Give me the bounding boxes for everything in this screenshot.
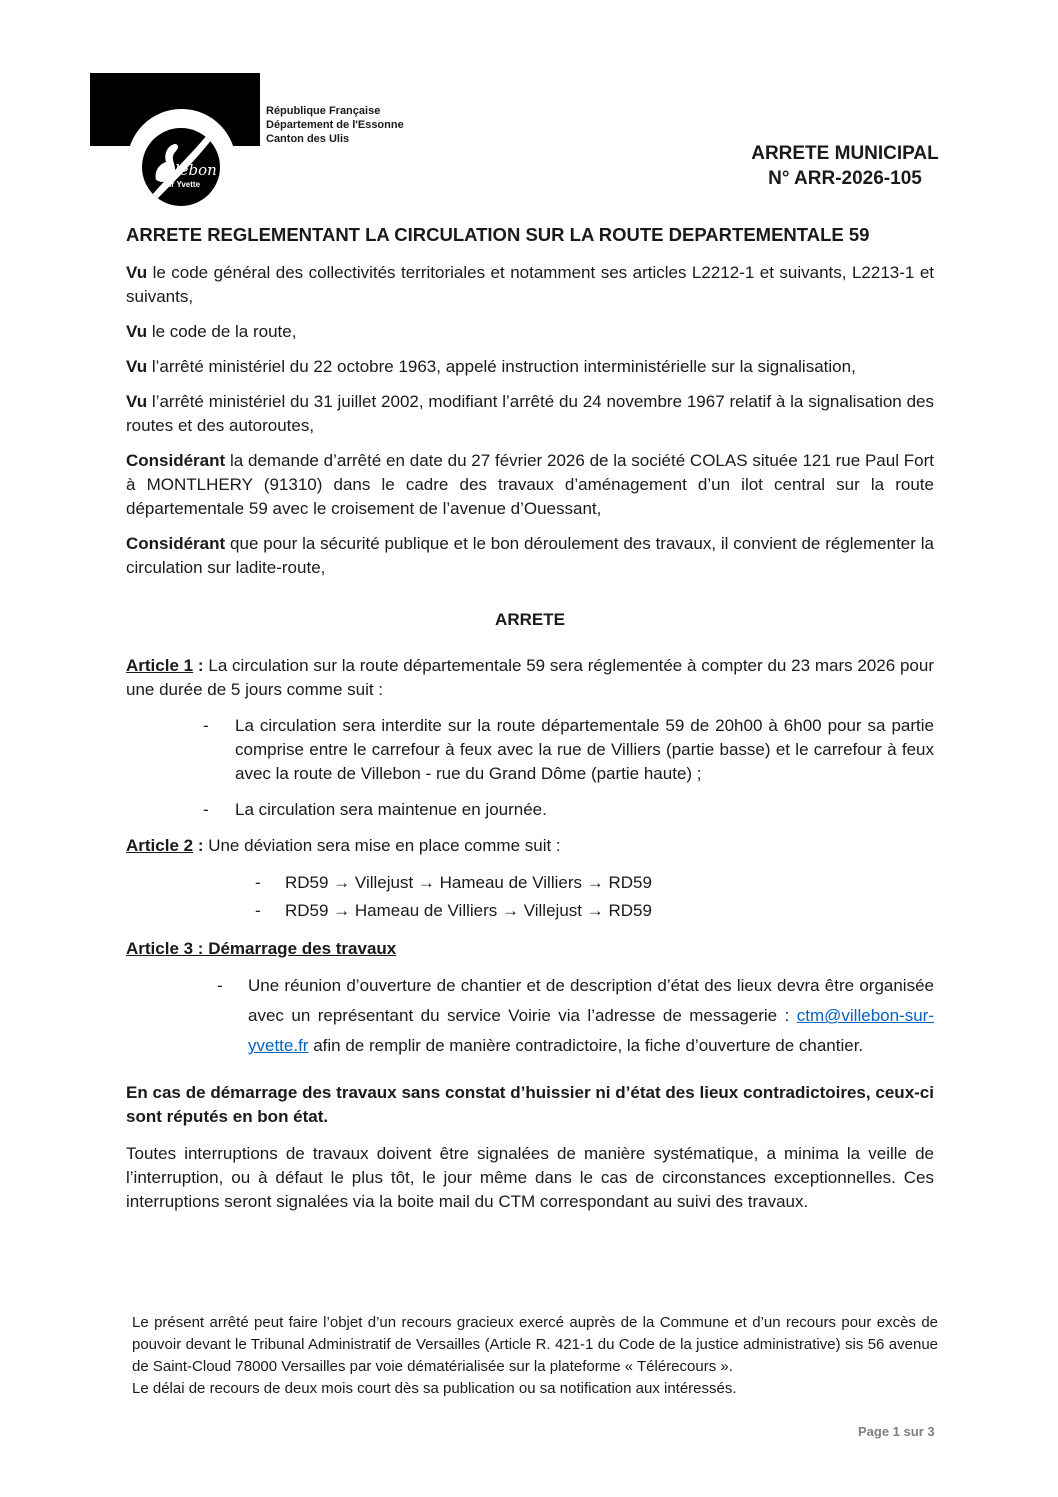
region-line-republique: République Française bbox=[266, 105, 381, 117]
bullet-dash: - bbox=[255, 901, 261, 920]
bullet-item bbox=[203, 714, 934, 786]
meeting-text-before: Une réunion d’ouverture de chantier et de description d’état des lieux devra être organisée avec un représentant du service Voirie via l’adresse de messagerie : bbox=[248, 976, 934, 1025]
bullet-text: La circulation sera interdite sur la route départementale 59 de 20h00 à 6h00 pour sa partie comprise entre le carrefour à feux avec la rue de Villiers (partie basse) et le carrefour à feux avec la route de Villebon - rue du Grand Dôme (partie haute) ; bbox=[235, 716, 934, 783]
article-1-separator: : bbox=[193, 656, 209, 675]
recital-paragraph-5 bbox=[126, 449, 934, 521]
meeting-text-after: afin de remplir de manière contradictoire, la fiche d’ouverture de chantier. bbox=[308, 1036, 864, 1055]
article-1-paragraph bbox=[126, 654, 934, 702]
interruptions-paragraph: Toutes interruptions de travaux doivent être signalées de manière systématique, a minima la veille de l’interruption, ou à défaut le plus tôt, le jour même dans le cas de circonstances exceptionnelles. Ces interruptions seront signalées via la boite mail du CTM correspondant au suivi des travaux. bbox=[126, 1144, 934, 1211]
recital-lead: Vu bbox=[126, 357, 148, 376]
route-text: RD59 → Villejust → Hameau de Villiers → RD59 bbox=[285, 873, 652, 892]
bullet-dash: - bbox=[203, 800, 209, 819]
article-1-bullet-list bbox=[203, 714, 934, 822]
footer-legal-notice bbox=[132, 1312, 938, 1400]
recital-text: que pour la sécurité publique et le bon déroulement des travaux, il convient de réglementer la circulation sur ladite-route, bbox=[126, 534, 934, 577]
region-line-departement: Département de l'Essonne bbox=[266, 119, 404, 131]
document-identification bbox=[700, 141, 990, 191]
recital-paragraph-4 bbox=[126, 390, 934, 438]
article-2-separator: : bbox=[193, 836, 209, 855]
route-item bbox=[255, 899, 934, 923]
bullet-dash: - bbox=[203, 716, 209, 735]
footer-delay-text: Le délai de recours de deux mois court dès sa publication ou sa notification aux intéressés. bbox=[132, 1380, 737, 1397]
deviation-route-list bbox=[255, 871, 934, 923]
article-2-label: Article 2 bbox=[126, 836, 194, 855]
bullet-text bbox=[248, 971, 934, 1061]
recital-text: l’arrêté ministériel du 22 octobre 1963, appelé instruction interministérielle sur la signalisation, bbox=[151, 357, 856, 376]
route-item bbox=[255, 871, 934, 895]
logo-disc bbox=[142, 128, 220, 206]
bullet-dash: - bbox=[255, 873, 261, 892]
recital-lead: Vu bbox=[126, 322, 148, 341]
recital-lead: Considérant bbox=[126, 451, 226, 470]
region-line-canton: Canton des Ulis bbox=[266, 133, 350, 145]
article-1-text: La circulation sur la route départementale 59 sera réglementée à compter du 23 mars 2026 pour une durée de 5 jours comme suit : bbox=[126, 656, 935, 699]
recital-paragraph-1 bbox=[126, 261, 934, 309]
bullet-dash: - bbox=[217, 976, 223, 995]
recital-paragraph-6 bbox=[126, 532, 934, 580]
recital-lead: Vu bbox=[126, 263, 148, 282]
recital-text: l’arrêté ministériel du 31 juillet 2002, modifiant l’arrêté du 24 novembre 1967 relatif à la signalisation des routes et des autoroutes, bbox=[126, 392, 934, 435]
article-1-label: Article 1 bbox=[126, 656, 194, 675]
logo-sub-text: sur Yvette bbox=[161, 180, 201, 189]
recital-text: le code général des collectivités territoriales et notamment ses articles L2212-1 et suivants, L2213-1 et suivants, bbox=[126, 263, 934, 306]
article-2-paragraph bbox=[126, 834, 934, 858]
logo-script-text: illebon bbox=[165, 161, 217, 179]
recital-lead: Considérant bbox=[126, 534, 226, 553]
recital-paragraph-3 bbox=[126, 355, 934, 379]
article-2-text: Une déviation sera mise en place comme suit : bbox=[208, 836, 561, 855]
document-title: ARRETE REGLEMENTANT LA CIRCULATION SUR LA ROUTE DEPARTEMENTALE 59 bbox=[126, 224, 870, 245]
page-number: Page 1 sur 3 bbox=[858, 1424, 935, 1439]
route-text: RD59 → Hameau de Villiers → Villejust → RD59 bbox=[285, 901, 652, 920]
site-meeting-bullet bbox=[217, 971, 934, 1061]
recital-text: la demande d’arrêté en date du 27 février 2026 de la société COLAS située 121 rue Paul Fort à MONTLHERY (91310) dans le cadre des travaux d’aménagement d’un ilot central sur la route départementale 59 avec le croisement de l’avenue d’Ouessant, bbox=[126, 451, 934, 518]
document-body bbox=[126, 222, 934, 1214]
arrete-section-heading: ARRETE bbox=[495, 610, 565, 629]
doc-number: N° ARR-2026-105 bbox=[768, 168, 922, 189]
bullet-item bbox=[203, 798, 934, 822]
email-link[interactable]: ctm@villebon-sur-yvette.fr bbox=[248, 1006, 934, 1055]
doc-type: ARRETE MUNICIPAL bbox=[751, 143, 939, 164]
article-3-heading: Article 3 : Démarrage des travaux bbox=[126, 939, 397, 958]
notice-bold-paragraph: En cas de démarrage des travaux sans constat d’huissier ni d’état des lieux contradictoires, ceux-ci sont réputés en bon état. bbox=[126, 1083, 934, 1126]
footer-recourse-text: Le présent arrêté peut faire l’objet d’un recours gracieux exercé auprès de la Commune et d’un recours pour excès de pouvoir devant le Tribunal Administratif de Versailles (Article R. 421-1 du Code de la justice administrative) sis 56 avenue de Saint-Cloud 78000 Versailles par voie dématérialisée sur la plateforme « Télérecours ». bbox=[132, 1314, 938, 1375]
recital-text: le code de la route, bbox=[151, 322, 297, 341]
recital-paragraph-2 bbox=[126, 320, 934, 344]
region-header bbox=[266, 104, 404, 146]
recital-lead: Vu bbox=[126, 392, 148, 411]
bullet-text: La circulation sera maintenue en journée. bbox=[235, 800, 547, 819]
